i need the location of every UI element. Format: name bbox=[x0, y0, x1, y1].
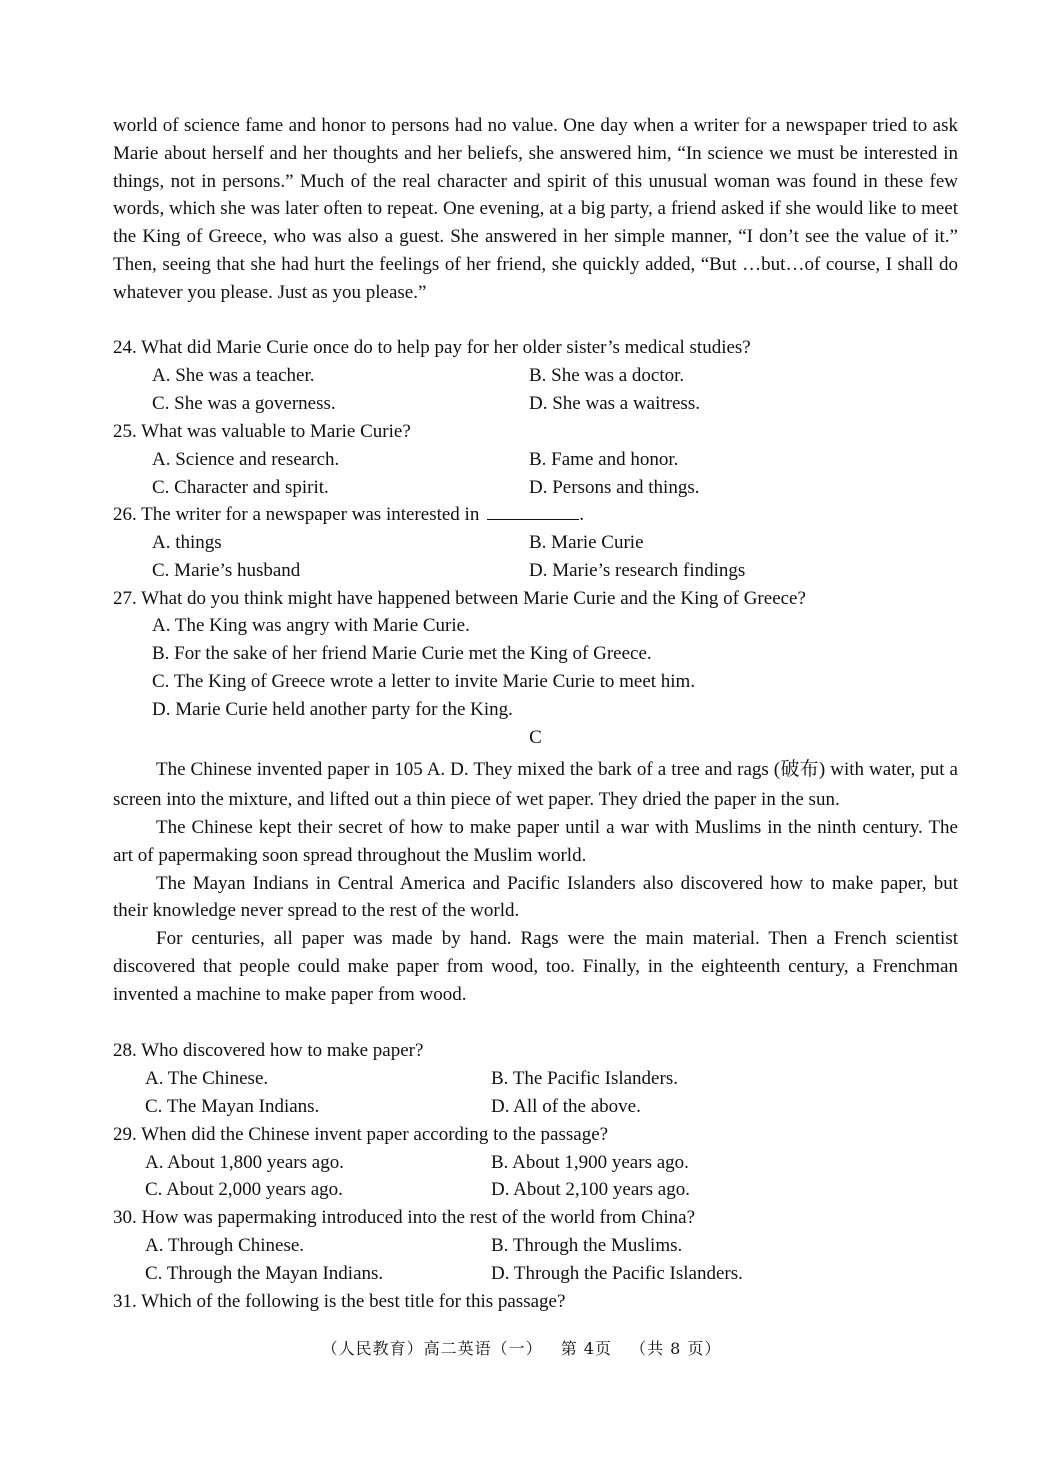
question-24-option-a[interactable]: A. She was a teacher. bbox=[152, 365, 315, 386]
question-29-option-a[interactable]: A. About 1,800 years ago. bbox=[145, 1152, 344, 1173]
question-30-stem: 30. How was papermaking introduced into the rest of the world from China? bbox=[113, 1207, 695, 1228]
question-27-option-b[interactable]: B. For the sake of her friend Marie Curie met the King of Greece. bbox=[152, 643, 652, 664]
passage-b-paragraph: world of science fame and honor to persons had no value. One day when a writer for a newspaper tried to ask Marie about herself and her thoughts and her beliefs, she answered him, “In science we must be interested in things, not in persons.” Much of the real character and spirit of this unusual woman was found in these few words, which she was later often to repeat. One evening, at a big party, a friend asked if she would like to meet the King of Greece, who was also a guest. She answered in her simple manner, “I don’t see the value of it.” Then, seeing that she had hurt the feelings of her friend, she quickly added, “But …but…of course, I shall do whatever you please. Just as you please.” bbox=[113, 115, 958, 303]
question-24-stem: 24. What did Marie Curie once do to help pay for her older sister’s medical studies? bbox=[113, 337, 751, 358]
page-footer bbox=[0, 1336, 1043, 1359]
passage-c-paragraph-4: For centuries, all paper was made by hand. Rags were the main material. Then a French scientist discovered that people could make paper from wood, too. Finally, in the eighteenth century, a Frenchman invented a machine to make paper from wood. bbox=[113, 928, 958, 1005]
passage-c-text bbox=[113, 755, 958, 1009]
question-30-option-c[interactable]: C. Through the Mayan Indians. bbox=[145, 1263, 384, 1284]
question-29-option-c[interactable]: C. About 2,000 years ago. bbox=[145, 1179, 343, 1200]
footer-total-pages: （共 8 页） bbox=[630, 1339, 722, 1358]
question-30-option-a[interactable]: A. Through Chinese. bbox=[145, 1235, 305, 1256]
question-26-option-c[interactable]: C. Marie’s husband bbox=[152, 560, 301, 581]
passage-b-text bbox=[113, 112, 958, 307]
question-28-option-a[interactable]: A. The Chinese. bbox=[145, 1068, 269, 1089]
question-29-stem: 29. When did the Chinese invent paper according to the passage? bbox=[113, 1124, 609, 1145]
section-c-heading: C bbox=[529, 727, 542, 748]
passage-c-paragraph-1: The Chinese invented paper in 105 A. D. They mixed the bark of a tree and rags (破布) with water, put a screen into the mixture, and lifted out a thin piece of wet paper. They dried the paper in the sun. bbox=[113, 759, 958, 810]
question-25-option-a[interactable]: A. Science and research. bbox=[152, 449, 340, 470]
question-27-option-c[interactable]: C. The King of Greece wrote a letter to invite Marie Curie to meet him. bbox=[152, 671, 696, 692]
question-29-option-d[interactable]: D. About 2,100 years ago. bbox=[491, 1179, 690, 1200]
question-24-option-c[interactable]: C. She was a governess. bbox=[152, 393, 336, 414]
question-26-stem: 26. The writer for a newspaper was interested in bbox=[113, 504, 480, 525]
question-25-stem: 25. What was valuable to Marie Curie? bbox=[113, 421, 411, 442]
question-26-option-b[interactable]: B. Marie Curie bbox=[529, 532, 644, 553]
question-28-option-d[interactable]: D. All of the above. bbox=[491, 1096, 641, 1117]
answer-blank[interactable] bbox=[487, 501, 579, 520]
question-31-stem: 31. Which of the following is the best title for this passage? bbox=[113, 1291, 566, 1312]
passage-c-paragraph-3: The Mayan Indians in Central America and Pacific Islanders also discovered how to make paper, but their knowledge never spread to the rest of the world. bbox=[113, 872, 958, 922]
question-24-option-b[interactable]: B. She was a doctor. bbox=[529, 365, 685, 386]
question-28-stem: 28. Who discovered how to make paper? bbox=[113, 1040, 424, 1061]
question-26-option-d[interactable]: D. Marie’s research findings bbox=[529, 560, 746, 581]
question-25-option-d[interactable]: D. Persons and things. bbox=[529, 477, 700, 498]
footer-publisher: （人民教育）高二英语（一） bbox=[321, 1339, 543, 1358]
question-28-option-c[interactable]: C. The Mayan Indians. bbox=[145, 1096, 320, 1117]
question-28-option-b[interactable]: B. The Pacific Islanders. bbox=[491, 1068, 678, 1089]
question-27-option-d[interactable]: D. Marie Curie held another party for the King. bbox=[152, 699, 513, 720]
question-25-option-c[interactable]: C. Character and spirit. bbox=[152, 477, 329, 498]
question-29-option-b[interactable]: B. About 1,900 years ago. bbox=[491, 1152, 689, 1173]
question-27-stem: 27. What do you think might have happened between Marie Curie and the King of Greece? bbox=[113, 588, 806, 609]
question-26-option-a[interactable]: A. things bbox=[152, 532, 222, 553]
question-30-option-d[interactable]: D. Through the Pacific Islanders. bbox=[491, 1263, 743, 1284]
question-27-option-a[interactable]: A. The King was angry with Marie Curie. bbox=[152, 615, 470, 636]
footer-page-number: 第 4页 bbox=[560, 1339, 612, 1358]
question-24-option-d[interactable]: D. She was a waitress. bbox=[529, 393, 700, 414]
passage-c-paragraph-2: The Chinese kept their secret of how to make paper until a war with Muslims in the ninth century. The art of papermaking soon spread throughout the Muslim world. bbox=[113, 817, 958, 866]
question-30-option-b[interactable]: B. Through the Muslims. bbox=[491, 1235, 683, 1256]
question-25-option-b[interactable]: B. Fame and honor. bbox=[529, 449, 679, 470]
question-26-line bbox=[113, 501, 584, 529]
question-26-stem-end: . bbox=[579, 504, 585, 525]
